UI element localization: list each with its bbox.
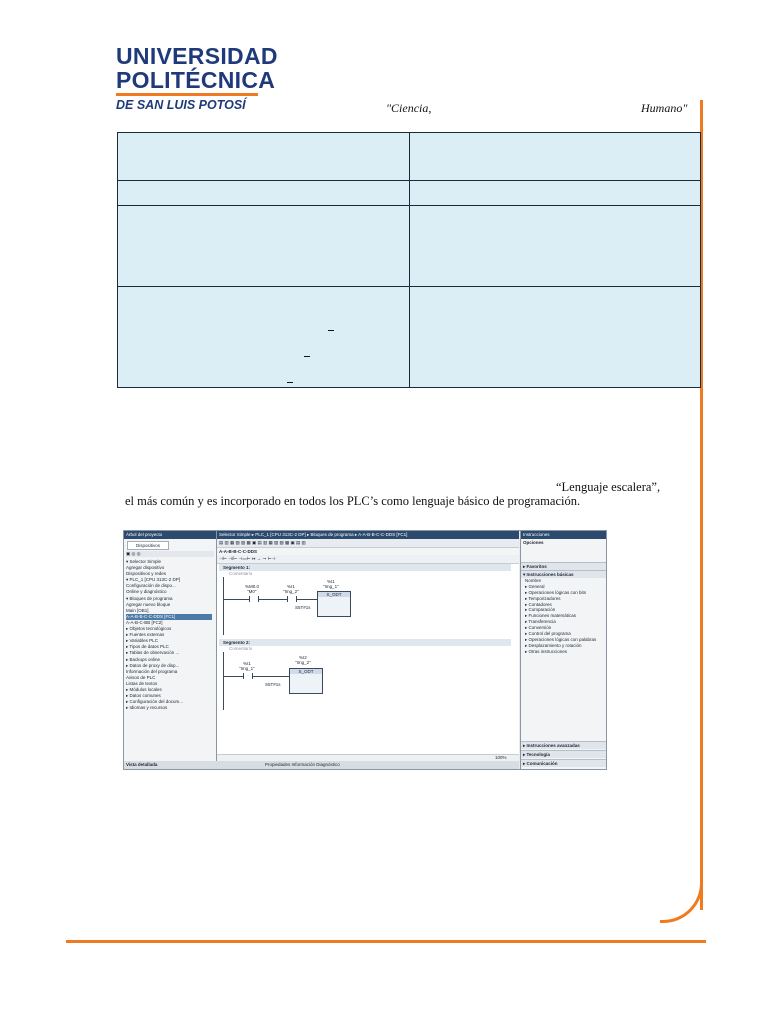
segment-2-title[interactable]: Segmento 2:: [219, 639, 511, 646]
tree-item[interactable]: ▸ Datos comunes: [126, 693, 161, 699]
tree-item[interactable]: ▾ PLC_1 [CPU 313C-2 DP]: [126, 577, 181, 583]
university-logo: [116, 44, 278, 112]
detail-view-bar[interactable]: Vista detallada: [124, 761, 218, 769]
tree-item[interactable]: Agregar nuevo bloque: [126, 601, 171, 607]
tree-item[interactable]: ▸ Configuración del docum...: [126, 699, 184, 705]
tree-item[interactable]: ▸ Idiomas y recursos: [126, 705, 168, 711]
tree-item[interactable]: ▾ Selector Simple: [126, 559, 162, 564]
tree-item[interactable]: ▸ Objetos tecnológicos: [126, 626, 172, 632]
project-tree: [126, 559, 212, 711]
inspector-tabs[interactable]: [217, 761, 519, 769]
timer-1-name: "Img_1": [323, 584, 339, 589]
tree-item[interactable]: Main [OB1]: [126, 607, 149, 613]
tree-item[interactable]: Dispositivos y redes: [126, 571, 167, 577]
tab-devices[interactable]: Dispositivos: [127, 541, 169, 550]
tree-item[interactable]: Información del programa: [126, 668, 178, 674]
zoom-level[interactable]: 100%: [494, 755, 507, 760]
contact-2-name: "Img_2": [283, 589, 299, 594]
ladder-toolbar[interactable]: ⊣⊢ ⊣/⊢ ⊣▭⊢ ↦ → ⊸ ⊢⊣: [217, 555, 519, 564]
tree-item[interactable]: ▸ Fuentes externas: [126, 632, 165, 638]
tree-item[interactable]: ▸ Tablas de observación ...: [126, 650, 180, 656]
timer-2-name: "Img_2": [295, 660, 311, 665]
contact-1-name: "M0": [247, 589, 257, 594]
table-row: [118, 287, 701, 388]
tree-item[interactable]: Online y diagnóstico: [126, 589, 167, 595]
tia-portal-screenshot: [123, 530, 607, 770]
contact-3-name: "Img_1": [239, 666, 255, 671]
segment-2-ladder: [219, 652, 511, 710]
tree-item[interactable]: A-A-B-C-BB [FC2]: [126, 619, 163, 625]
contact-1-address: %M0.0: [245, 584, 260, 589]
motto-right: Humano": [641, 101, 688, 115]
instruction-folder[interactable]: ▸ Operaciones lógicas con bits: [525, 589, 587, 595]
timer-block-1-type: S_ODT: [318, 592, 350, 597]
orange-border-horizontal: [66, 940, 706, 943]
segment-1: [219, 564, 511, 635]
timer-1-address: %I1: [327, 579, 335, 584]
contact-2-address: %I1: [287, 584, 295, 589]
tree-item[interactable]: Configuración de dispo...: [126, 583, 176, 589]
tree-item[interactable]: ▾ Bloques de programa: [126, 595, 173, 601]
orange-border-corner: [660, 880, 703, 923]
instruction-folder[interactable]: ▸ Transferencia: [525, 619, 556, 625]
power-rail: [223, 652, 224, 710]
timer-block-2-type: S_ODT: [290, 669, 322, 674]
timer-1-preset: S5T#1s: [295, 605, 311, 610]
tree-item[interactable]: Agregar dispositivo: [126, 565, 165, 571]
editor-title: Selector Simple ▸ PLC_1 [CPU 313C-2 DP] ▸ Bloques de programa ▸ A-A-B-B-C-C-DDS [FC1]: [217, 531, 519, 539]
project-tree-title: Árbol del proyecto: [124, 531, 216, 539]
options-label: Opciones: [523, 540, 544, 545]
inspector-tab-labels[interactable]: Propiedades Información Diagnóstico: [265, 762, 340, 767]
tree-item[interactable]: ▸ Módulos locales: [126, 686, 162, 692]
editor-pane: [217, 531, 519, 769]
basic-instructions-section[interactable]: ▾ Instrucciones básicas: [521, 570, 607, 578]
logo-line2: POLITÉCNICA: [116, 67, 276, 93]
segment-1-title[interactable]: Segmento 1:: [219, 564, 511, 571]
segment-2-comment: Comentario: [229, 646, 253, 651]
logo-line3: DE SAN LUIS POTOSÍ: [116, 98, 246, 112]
tree-item[interactable]: Listas de textos: [126, 680, 158, 686]
tree-item[interactable]: ▸ Datos de proxy de disp...: [126, 662, 180, 668]
paragraph-line2: el más común y es incorporado en todos los PLC’s como lenguaje básico de programación.: [125, 494, 581, 508]
motto-left: "Ciencia,: [386, 101, 432, 115]
block-name: A-A-B-B-C-C-DDS: [217, 548, 519, 555]
tree-toolbar: ▣ ◎ ◎: [126, 551, 214, 557]
instruction-folder[interactable]: ▸ General: [525, 583, 545, 589]
power-rail: [223, 577, 224, 635]
tree-item[interactable]: A-A-B-B-C-C-DDS [FC1]: [126, 614, 212, 620]
segment-1-comment: Comentario: [229, 571, 253, 576]
table-row: [118, 133, 701, 181]
table-row: [118, 206, 701, 287]
instruction-folder[interactable]: ▸ Contadores: [525, 601, 552, 607]
instruction-folder: Nombre: [525, 578, 542, 583]
table-row: [118, 181, 701, 206]
contact-3-address: %I1: [243, 661, 251, 666]
instruction-folder[interactable]: ▸ Desplazamiento y rotación: [525, 642, 582, 648]
instruction-folder[interactable]: ▸ Funciones matemáticas: [525, 613, 577, 619]
technology-section[interactable]: ▸ Tecnología: [521, 750, 607, 758]
instructions-title: Instrucciones: [521, 531, 607, 539]
basic-instructions-list: [521, 578, 607, 655]
zoom-bar[interactable]: [217, 754, 519, 761]
logo-underline: [116, 93, 258, 96]
communication-section[interactable]: ▸ Comunicación: [521, 759, 607, 767]
segment-2: [219, 639, 511, 710]
project-tree-pane: [124, 531, 217, 769]
timer-2-preset: S5T#1s: [265, 682, 281, 687]
timer-block-2[interactable]: [289, 668, 323, 694]
segment-1-ladder: [219, 577, 511, 635]
paragraph-end: “Lenguaje escalera”,: [556, 480, 661, 494]
dash-mark: [304, 356, 310, 357]
advanced-instructions-section[interactable]: ▸ Instrucciones avanzadas: [521, 741, 607, 749]
instruction-folder[interactable]: ▸ Temporizadores: [525, 595, 561, 601]
dash-mark: [287, 382, 293, 383]
timer-2-address: %I2: [299, 655, 307, 660]
instruction-folder[interactable]: ▸ Comparación: [525, 607, 556, 613]
instruction-folder[interactable]: ▸ Control del programa: [525, 631, 571, 637]
instruction-folder[interactable]: ▸ Otras instrucciones: [525, 648, 568, 654]
dash-mark: [328, 330, 334, 331]
favorites-section[interactable]: ▸ Favoritos: [521, 562, 607, 570]
tree-item[interactable]: ▸ Backups online: [126, 656, 161, 662]
timer-block-1[interactable]: [317, 591, 351, 617]
editor-toolbar[interactable]: ▤ ▥ ▦ ▧ ▨ ▩ ▣ ▤ ▥ ▦ ▧ ▨ ▩ ▣ ▤ ▥: [217, 539, 519, 548]
instruction-folder[interactable]: ▸ Operaciones lógicas con palabras: [525, 636, 597, 642]
instructions-pane: [520, 531, 607, 769]
tree-item[interactable]: ▸ Tipos de datos PLC: [126, 644, 169, 650]
logo-line1: UNIVERSIDAD: [116, 43, 278, 69]
instruction-folder[interactable]: ▸ Conversión: [525, 625, 552, 631]
tree-item[interactable]: ▸ Variables PLC: [126, 638, 158, 644]
info-table: [117, 132, 701, 388]
tree-item[interactable]: Avisos de PLC: [126, 674, 156, 680]
